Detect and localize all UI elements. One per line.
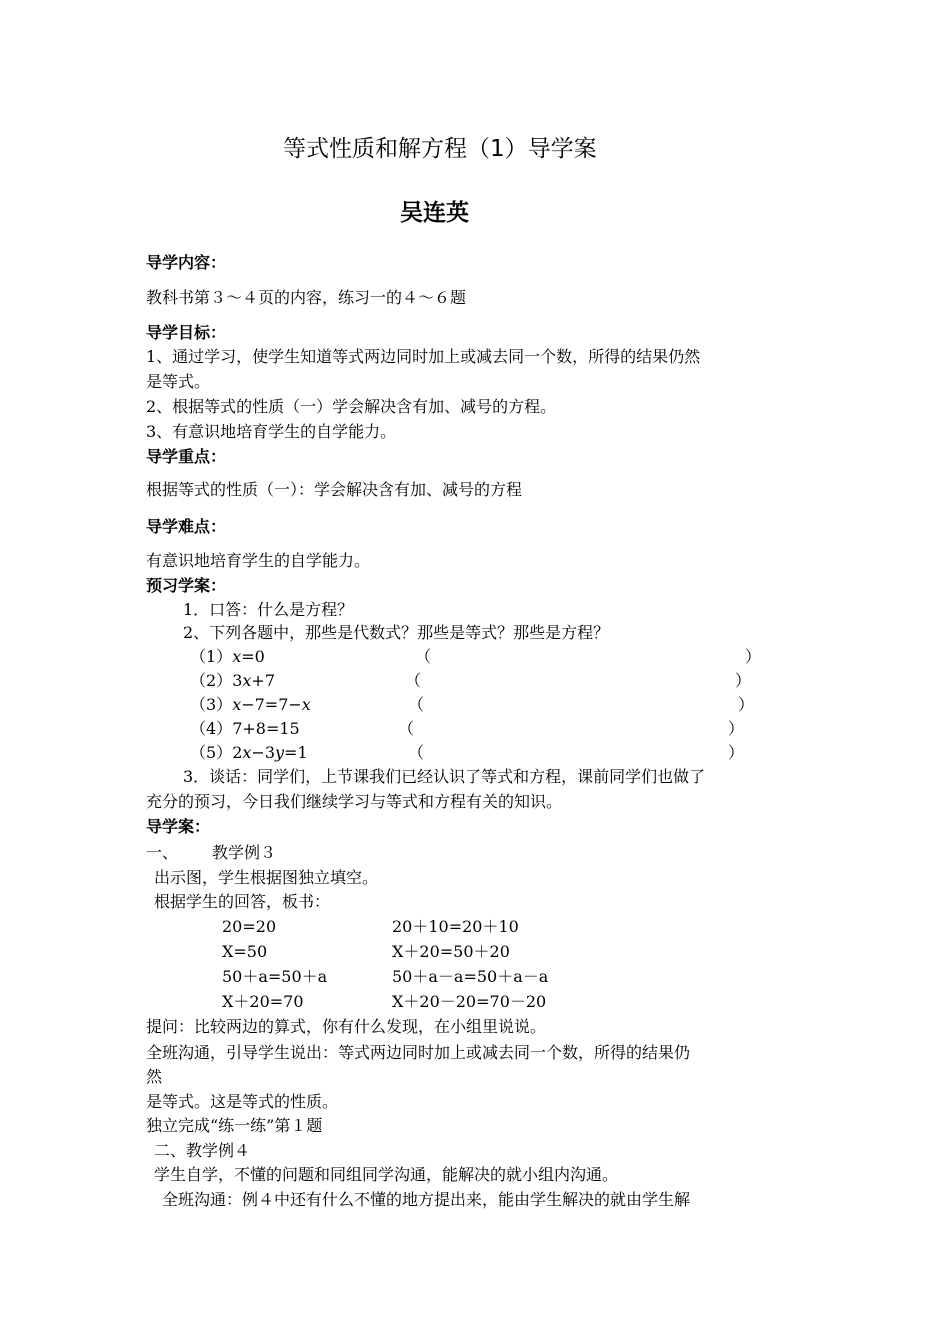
- section-1-number: 一、: [146, 843, 179, 862]
- goal-1-line-1: 1、通过学习，使学生知道等式两边同时加上或减去同一个数，所得的结果仍然: [146, 347, 701, 366]
- board-right-equation: X＋20=50＋20: [392, 942, 510, 961]
- exercise-item: （4）7+8=15: [190, 719, 300, 738]
- board-left-equation: 50＋a=50＋a: [222, 967, 328, 986]
- exercise-item: （1）x=0: [190, 647, 265, 666]
- preview-heading: 预习学案：: [146, 576, 227, 595]
- board-right-equation: X＋20－20=70－20: [392, 992, 547, 1011]
- instruction-line: 出示图，学生根据图独立填空。: [154, 868, 379, 887]
- exercise-number: （4）: [190, 719, 233, 738]
- variable: x: [301, 695, 311, 714]
- section-1-title: 教学例３: [212, 843, 277, 862]
- variable: x: [242, 671, 252, 690]
- exercise-item: （5）2x−3y=1: [190, 743, 308, 762]
- goal-2: 2、根据等式的性质（一）学会解决含有加、减号的方程。: [146, 397, 557, 416]
- answer-open-paren: （: [405, 671, 422, 690]
- answer-open-paren: （: [398, 719, 415, 738]
- section-2-title: 二、教学例４: [154, 1141, 251, 1160]
- document-title: 等式性质和解方程（1）导学案: [283, 136, 597, 162]
- class-discussion-line-3: 是等式。这是等式的性质。: [146, 1092, 339, 1111]
- answer-close-paren: ）: [738, 695, 755, 714]
- answer-close-paren: ）: [728, 743, 745, 762]
- goal-3: 3、有意识地培育学生的自学能力。: [146, 422, 397, 441]
- class-discussion-line-2: 然: [146, 1067, 163, 1086]
- answer-close-paren: ）: [735, 671, 752, 690]
- instruction-line: 根据学生的回答，板书：: [154, 892, 331, 911]
- class-talk-line: 全班沟通：例４中还有什么不懂的地方提出来，能由学生解决的就由学生解: [162, 1190, 691, 1209]
- practice-line: 独立完成“练一练”第１题: [146, 1116, 323, 1135]
- board-left-equation: X＋20=70: [222, 992, 304, 1011]
- board-right-equation: 20＋10=20＋10: [392, 917, 519, 936]
- variable: x: [232, 695, 242, 714]
- board-left-equation: X=50: [222, 942, 268, 961]
- variable: x: [242, 743, 252, 762]
- exercise-number: （1）: [190, 647, 233, 666]
- answer-open-paren: （: [408, 743, 425, 762]
- question-prompt: 提问：比较两边的算式，你有什么发现，在小组里说说。: [146, 1017, 547, 1036]
- preview-question-3-line-2: 充分的预习，今日我们继续学习与等式和方程有关的知识。: [146, 792, 563, 811]
- answer-open-paren: （: [408, 695, 425, 714]
- answer-open-paren: （: [415, 647, 432, 666]
- exercise-number: （2）: [190, 671, 233, 690]
- content-text: 教科书第３～４页的内容，练习一的４～６题: [146, 288, 467, 307]
- goals-heading: 导学目标：: [146, 323, 227, 342]
- class-discussion-line-1: 全班沟通，引导学生说出：等式两边同时加上或减去同一个数，所得的结果仍: [146, 1043, 691, 1062]
- variable: y: [275, 743, 285, 762]
- answer-close-paren: ）: [728, 719, 745, 738]
- exercise-number: （5）: [190, 743, 233, 762]
- exercise-item: （2）3x+7: [190, 671, 275, 690]
- author-name: 吴连英: [400, 200, 469, 226]
- study-heading: 导学案：: [146, 817, 211, 836]
- goal-1-line-2: 是等式。: [146, 372, 211, 391]
- key-point-text: 根据等式的性质（一）：学会解决含有加、减号的方程: [146, 480, 523, 499]
- difficulty-text: 有意识地培育学生的自学能力。: [146, 551, 371, 570]
- board-left-equation: 20=20: [222, 917, 277, 936]
- variable: x: [232, 647, 242, 666]
- answer-close-paren: ）: [745, 647, 762, 666]
- difficulty-heading: 导学难点：: [146, 517, 227, 536]
- content-heading: 导学内容：: [146, 253, 227, 272]
- board-right-equation: 50＋a－a=50＋a－a: [392, 967, 549, 986]
- exercise-item: （3）x−7=7−x: [190, 695, 311, 714]
- preview-question-3-line-1: 3．谈话：同学们，上节课我们已经认识了等式和方程，课前同学们也做了: [183, 767, 706, 786]
- self-study-line: 学生自学，不懂的问题和同组同学沟通，能解决的就小组内沟通。: [154, 1165, 619, 1184]
- preview-question-2: 2、下列各题中，那些是代数式？那些是等式？那些是方程？: [183, 623, 610, 642]
- key-point-heading: 导学重点：: [146, 447, 227, 466]
- preview-question-1: 1．口答：什么是方程？: [183, 600, 354, 619]
- exercise-number: （3）: [190, 695, 233, 714]
